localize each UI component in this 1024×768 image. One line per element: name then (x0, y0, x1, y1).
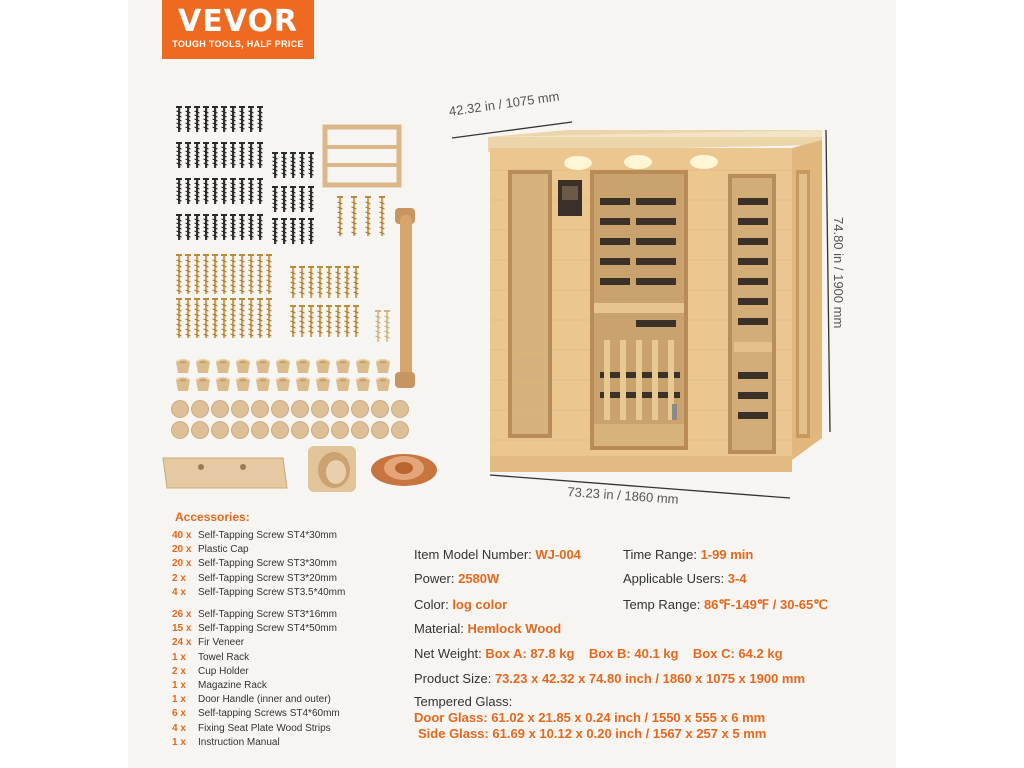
width-dimension: 73.23 in / 1860 mm (566, 484, 680, 507)
spec-value: 73.23 x 42.32 x 74.80 inch / 1860 x 1075 x 1900 mm (494, 671, 806, 686)
spec-power (414, 571, 499, 586)
accessories-title: Accessories: (175, 510, 250, 524)
depth-dimension: 42.32 in / 1075 mm (448, 88, 561, 119)
spec-glass-label: Tempered Glass: (414, 694, 513, 709)
spec-label: Applicable Users: (623, 571, 725, 586)
spec-label: Temp Range: (623, 597, 701, 612)
item-name: Cup Holder (198, 665, 249, 677)
spec-value: 2580W (458, 571, 500, 586)
spec-material (414, 621, 561, 636)
list-item (172, 651, 345, 665)
item-qty: 2 x (172, 665, 186, 677)
list-item (172, 622, 345, 636)
item-qty: 6 x (172, 708, 186, 720)
spec-label: Material: (414, 621, 464, 636)
logo-tagline: TOUGH TOOLS, HALF PRICE (172, 39, 304, 49)
item-qty: 4 x (172, 722, 186, 734)
list-item (172, 529, 345, 543)
spec-label: Item Model Number: (414, 547, 532, 562)
list-item (172, 608, 345, 622)
item-qty: 1 x (172, 736, 186, 748)
item-name: Towel Rack (198, 651, 250, 663)
height-dimension: 74.80 in / 1900 mm (831, 217, 846, 329)
spec-box-b: Box B: 40.1 kg (588, 646, 679, 661)
item-qty: 2 x (172, 572, 186, 584)
list-item (172, 636, 345, 650)
list-item (172, 707, 345, 721)
spec-label: Power: (414, 571, 455, 586)
item-name: Self-Tapping Screw ST3*16mm (198, 609, 337, 621)
spec-door-glass: Door Glass: 61.02 x 21.85 x 0.24 inch / 1550 x 555 x 6 mm (414, 710, 766, 725)
item-name: Self-Tapping Screw ST3*20mm (198, 572, 337, 584)
item-qty: 1 x (172, 680, 186, 692)
item-qty: 1 x (172, 651, 186, 663)
spec-label: Net Weight: (414, 646, 482, 661)
item-name: Self-Tapping Screw ST3.5*40mm (198, 586, 346, 598)
list-item (172, 722, 345, 736)
spec-value: 1-99 min (700, 547, 754, 562)
spec-label: Color: (414, 597, 449, 612)
spec-value: 86℉-149℉ / 30-65℃ (703, 597, 828, 612)
item-name: Plastic Cap (198, 544, 249, 556)
item-name: Self-Tapping Screw ST4*50mm (198, 623, 337, 635)
spec-value: 3-4 (727, 571, 747, 586)
list-item (172, 557, 345, 571)
accessories-list (172, 529, 345, 750)
spec-value: Hemlock Wood (467, 621, 562, 636)
list-spacer (172, 600, 345, 608)
spec-product-size (414, 671, 805, 686)
list-item (172, 572, 345, 586)
spec-label: Time Range: (623, 547, 697, 562)
spec-side-glass: Side Glass: 61.69 x 10.12 x 0.20 inch / 1567 x 257 x 5 mm (418, 726, 767, 741)
spec-temp-range (623, 597, 828, 613)
list-item (172, 693, 345, 707)
item-name: Instruction Manual (198, 736, 280, 748)
item-name: Fixing Seat Plate Wood Strips (198, 722, 331, 734)
list-item (172, 543, 345, 557)
spec-model (414, 547, 581, 562)
spec-value: log color (452, 597, 508, 612)
item-qty: 20 x (172, 558, 192, 570)
spec-time-range (623, 547, 753, 562)
item-name: Self-Tapping Screw ST3*30mm (198, 558, 337, 570)
spec-net-weight (414, 646, 783, 661)
spec-label: Product Size: (414, 671, 492, 686)
spec-box-c: Box C: 64.2 kg (692, 646, 783, 661)
item-name: Fir Veneer (198, 637, 245, 649)
item-name: Self-Tapping Screw ST4*30mm (198, 530, 337, 541)
item-qty: 4 x (172, 586, 186, 598)
item-qty: 26 x (172, 609, 192, 621)
item-qty: 40 x (172, 530, 192, 541)
item-name: Magazine Rack (198, 680, 267, 692)
item-qty: 1 x (172, 694, 186, 706)
list-item (172, 736, 345, 750)
list-item (172, 679, 345, 693)
spec-color (414, 597, 507, 612)
list-item (172, 586, 345, 600)
item-qty: 15 x (172, 623, 192, 635)
item-name: Door Handle (inner and outer) (198, 694, 331, 706)
logo-brand: VEVOR (177, 4, 298, 39)
list-item (172, 665, 345, 679)
item-qty: 24 x (172, 637, 192, 649)
spec-box-a: Box A: 87.8 kg (485, 646, 575, 661)
item-name: Self-tapping Screws ST4*60mm (198, 708, 340, 720)
item-qty: 20 x (172, 544, 192, 556)
spec-value: WJ-004 (535, 547, 581, 562)
spec-users (623, 571, 747, 586)
